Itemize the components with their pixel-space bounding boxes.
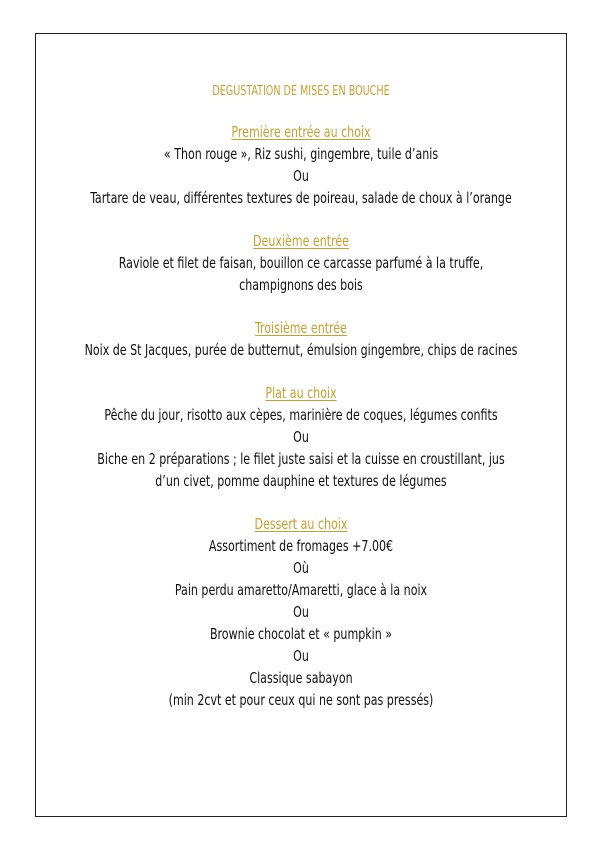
section-third-entree	[36, 317, 566, 361]
menu-line: Pain perdu amaretto/Amaretti, glace à la noix	[174, 581, 428, 599]
section-heading: Dessert au choix	[254, 515, 348, 533]
menu-line: Noix de St Jacques, purée de butternut, émulsion gingembre, chips de racines	[84, 341, 518, 359]
section-main-course	[36, 382, 566, 492]
section-first-entree	[36, 121, 566, 209]
section-heading: Deuxième entrée	[253, 232, 349, 250]
menu-line: Biche en 2 préparations ; le filet juste saisi et la cuisse en croustillant, jus	[97, 450, 505, 468]
menu-content	[36, 84, 566, 732]
menu-line: Ou	[293, 603, 309, 621]
section-heading: Plat au choix	[265, 384, 337, 402]
menu-frame	[35, 33, 567, 817]
menu-line: Ou	[293, 167, 309, 185]
section-heading: Première entrée au choix	[231, 123, 371, 141]
section-dessert	[36, 513, 566, 711]
menu-line: Raviole et filet de faisan, bouillon ce carcasse parfumé à la truffe,	[118, 254, 484, 272]
menu-line: Tartare de veau, différentes textures de poireau, salade de choux à l’orange	[90, 189, 512, 207]
menu-line: champignons des bois	[239, 276, 363, 294]
menu-line: Classique sabayon	[249, 669, 353, 687]
menu-line: Brownie chocolat et « pumpkin »	[209, 625, 393, 643]
menu-line: Pêche du jour, risotto aux cèpes, marinière de coques, légumes confits	[104, 406, 498, 424]
section-heading: Troisième entrée	[255, 319, 347, 337]
menu-line: Ou	[293, 647, 309, 665]
menu-line: d’un civet, pomme dauphine et textures de légumes	[155, 472, 447, 490]
section-second-entree	[36, 230, 566, 296]
menu-line: Assortiment de fromages +7.00€	[208, 537, 394, 555]
menu-line: « Thon rouge », Riz sushi, gingembre, tuile d’anis	[163, 145, 439, 163]
menu-title: DEGUSTATION DE MISES EN BOUCHE	[212, 84, 390, 99]
menu-line: Ou	[293, 428, 309, 446]
menu-line: Où	[293, 559, 309, 577]
menu-line: (min 2cvt et pour ceux qui ne sont pas pressés)	[168, 691, 434, 709]
